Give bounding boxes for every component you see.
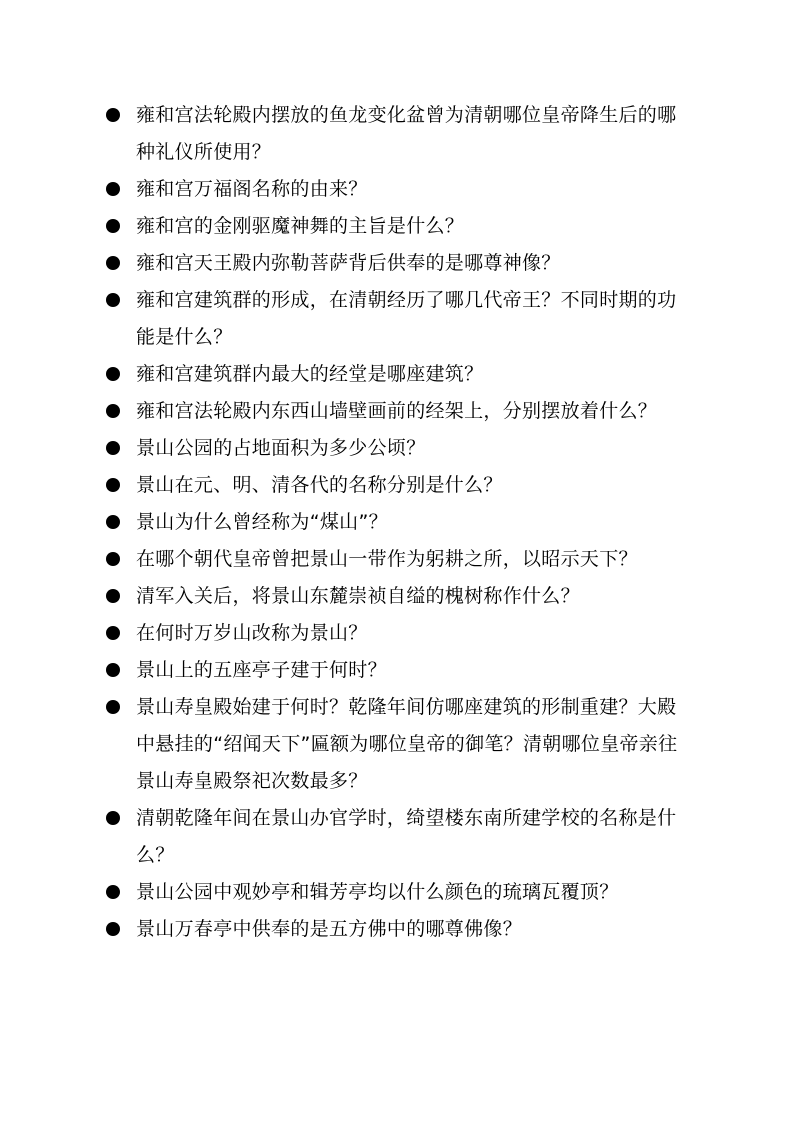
question-text: 清朝乾隆年间在景山办官学时，绮望楼东南所建学校的名称是什么？: [136, 807, 677, 866]
bullet-icon: [104, 467, 136, 504]
bullet-icon: [104, 430, 136, 467]
bullet-icon: [104, 689, 136, 726]
bullet-icon: [104, 874, 136, 911]
question-list: [104, 97, 689, 948]
bullet-icon: [104, 911, 136, 948]
question-text: 景山为什么曾经称为“煤山”？: [136, 511, 388, 533]
bullet-icon: [104, 800, 136, 837]
bullet-icon: [104, 393, 136, 430]
question-text: 清军入关后，将景山东麓崇祯自缢的槐树称作什么？: [136, 585, 580, 607]
bullet-icon: [104, 652, 136, 689]
question-text: 景山公园的占地面积为多少公顷？: [136, 437, 426, 459]
list-item: [104, 615, 689, 652]
bullet-icon: [104, 578, 136, 615]
list-item: [104, 208, 689, 245]
list-item: [104, 171, 689, 208]
list-item: [104, 578, 689, 615]
bullet-icon: [104, 504, 136, 541]
list-item: [104, 393, 689, 430]
list-item: [104, 282, 689, 356]
bullet-icon: [104, 615, 136, 652]
list-item: [104, 356, 689, 393]
list-item: [104, 874, 689, 911]
bullet-icon: [104, 282, 136, 319]
list-item: [104, 689, 689, 800]
list-item: [104, 800, 689, 874]
bullet-icon: [104, 171, 136, 208]
question-text: 景山寿皇殿始建于何时？乾隆年间仿哪座建筑的形制重建？大殿中悬挂的“绍闻天下”匾额为哪位皇帝的御笔？清朝哪位皇帝亲往景山寿皇殿祭祀次数最多？: [136, 696, 678, 792]
question-text: 雍和宫建筑群内最大的经堂是哪座建筑？: [136, 363, 484, 385]
bullet-icon: [104, 245, 136, 282]
bullet-icon: [104, 541, 136, 578]
question-text: 雍和宫建筑群的形成，在清朝经历了哪几代帝王？不同时期的功能是什么？: [136, 289, 677, 348]
question-text: 景山在元、明、清各代的名称分别是什么？: [136, 474, 503, 496]
question-text: 雍和宫的金刚驱魔神舞的主旨是什么？: [136, 215, 465, 237]
list-item: [104, 652, 689, 689]
question-text: 在哪个朝代皇帝曾把景山一带作为躬耕之所，以昭示天下？: [136, 548, 638, 570]
question-text: 景山公园中观妙亭和辑芳亭均以什么颜色的琉璃瓦覆顶？: [136, 881, 619, 903]
question-text: 景山上的五座亭子建于何时？: [136, 659, 387, 681]
question-text: 雍和宫万福阁名称的由来？: [136, 178, 368, 200]
list-item: [104, 430, 689, 467]
question-text: 雍和宫天王殿内弥勒菩萨背后供奉的是哪尊神像？: [136, 252, 561, 274]
question-text: 雍和宫法轮殿内摆放的鱼龙变化盆曾为清朝哪位皇帝降生后的哪种礼仪所使用？: [136, 104, 677, 163]
question-text: 雍和宫法轮殿内东西山墙壁画前的经架上，分别摆放着什么？: [136, 400, 658, 422]
bullet-icon: [104, 208, 136, 245]
question-text: 在何时万岁山改称为景山？: [136, 622, 368, 644]
list-item: [104, 97, 689, 171]
list-item: [104, 911, 689, 948]
question-text: 景山万春亭中供奉的是五方佛中的哪尊佛像？: [136, 918, 523, 940]
list-item: [104, 245, 689, 282]
list-item: [104, 467, 689, 504]
list-item: [104, 541, 689, 578]
list-item: [104, 504, 689, 541]
bullet-icon: [104, 356, 136, 393]
bullet-icon: [104, 97, 136, 134]
